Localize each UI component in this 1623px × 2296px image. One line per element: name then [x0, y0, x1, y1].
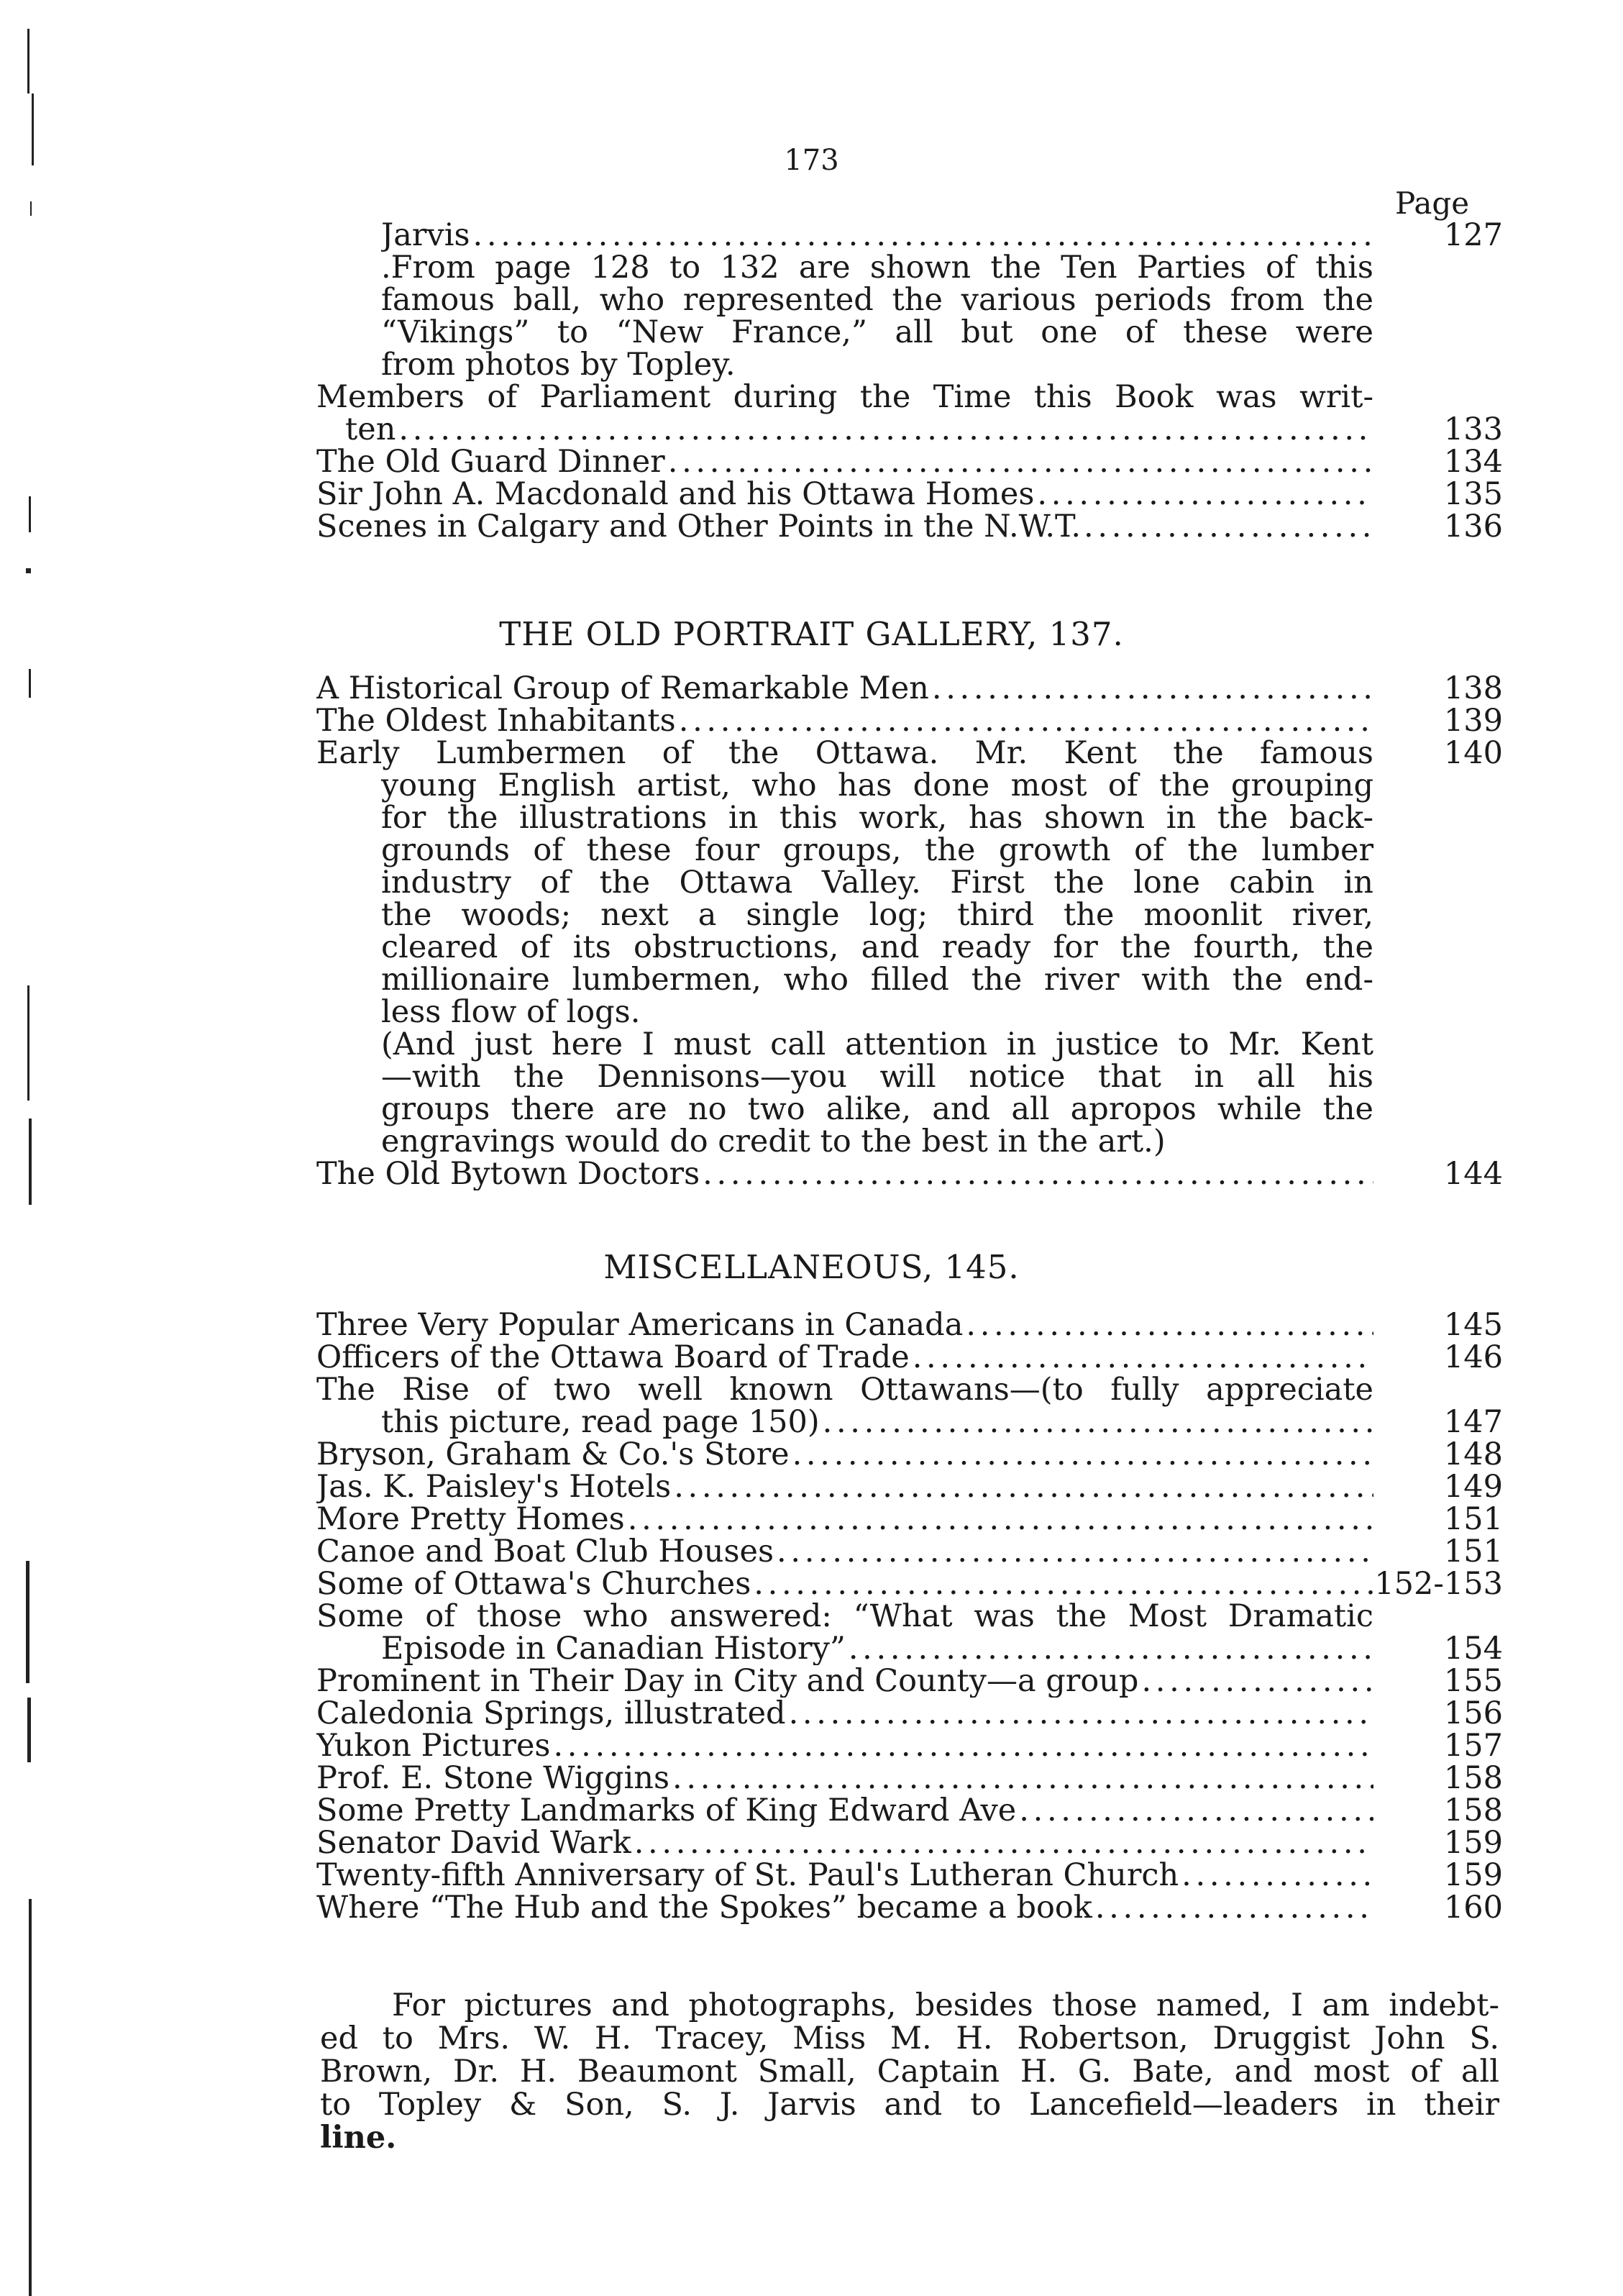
toc-entry [316, 1158, 1503, 1190]
entry-label: —with the Dennisons—you will notice that in all his [381, 1059, 1373, 1095]
toc-entry [316, 1309, 1503, 1341]
note-line: For pictures and photographs, besides those named, I am indebt- [392, 1987, 1499, 2023]
toc-entry [316, 446, 1503, 478]
entry-label: millionaire lumbermen, who filled the river with the end- [381, 962, 1373, 998]
entry-page: 136 [1443, 509, 1503, 545]
toc-entry [316, 1762, 1503, 1795]
entry-label: engravings would do credit to the best in the art.) [381, 1124, 1166, 1160]
entry-page: 151 [1443, 1501, 1503, 1537]
dot-leader [1095, 1892, 1373, 1924]
entry-page: 160 [1443, 1890, 1503, 1926]
toc-entry [316, 1341, 1503, 1374]
dot-leader [1019, 1795, 1373, 1827]
note-line [316, 767, 1503, 803]
dot-leader [628, 1503, 1373, 1536]
dot-leader [913, 1341, 1373, 1374]
entry-page: 135 [1443, 476, 1503, 512]
toc-entry [316, 1792, 1503, 1828]
entry-label: Jarvis [381, 219, 470, 252]
dot-leader [777, 1536, 1373, 1568]
entry-label: young English artist, who has done most of the grouping [381, 767, 1373, 803]
margin-mark [26, 568, 31, 573]
margin-mark [29, 669, 31, 698]
entry-label: Bryson, Graham & Co.'s Store [316, 1439, 790, 1471]
entry-label: Caledonia Springs, illustrated [316, 1698, 786, 1730]
entry-label: famous ball, who represented the various periods from the [381, 282, 1373, 318]
entry-page: 152-153 [1374, 1566, 1503, 1602]
note-line [316, 1026, 1503, 1062]
entry-page: 156 [1443, 1695, 1503, 1731]
dot-leader [1141, 1665, 1373, 1698]
entry-label: Sir John A. Macdonald and his Ottawa Homes [316, 478, 1035, 511]
entry-label: for the illustrations in this work, has shown in the back- [381, 800, 1373, 836]
entry-page: 158 [1443, 1792, 1503, 1828]
entry-label: “Vikings” to “New France,” all but one of these were [381, 314, 1373, 350]
toc-entry [316, 1503, 1503, 1536]
toc-entry [316, 1892, 1503, 1924]
entry-page: 144 [1443, 1156, 1503, 1192]
entry-label: Officers of the Ottawa Board of Trade [316, 1341, 910, 1374]
dot-leader [634, 1827, 1373, 1859]
note-line [316, 931, 1503, 964]
entry-label: Prof. E. Stone Wiggins [316, 1762, 670, 1795]
margin-mark [27, 29, 29, 94]
toc-entry [316, 705, 1503, 737]
entry-page: 154 [1443, 1631, 1503, 1667]
note-line [316, 996, 1503, 1029]
entry-page: 159 [1443, 1825, 1503, 1861]
dot-leader [792, 1439, 1373, 1471]
toc-entry [316, 478, 1503, 511]
note-line: Brown, Dr. H. Beaumont Small, Captain H. G. Bate, and most of all [320, 2054, 1499, 2090]
entry-label: The Rise of two well known Ottawans—(to fully appreciate [316, 1372, 1373, 1408]
entry-label: Canoe and Boat Club Houses [316, 1536, 774, 1568]
toc-entry [316, 1436, 1503, 1472]
entry-page: 149 [1443, 1469, 1503, 1505]
note-line [316, 1061, 1503, 1093]
entry-label: Early Lumbermen of the Ottawa. Mr. Kent the famous [316, 735, 1373, 771]
entry-label: More Pretty Homes [316, 1503, 625, 1536]
dot-leader [473, 219, 1373, 252]
entry-page: 148 [1443, 1436, 1503, 1472]
toc-entry [316, 411, 1503, 447]
dot-leader [966, 1309, 1373, 1341]
entry-page: 140 [1443, 735, 1503, 771]
entry-label: Scenes in Calgary and Other Points in the N.W.T. [316, 511, 1082, 543]
note-line: ed to Mrs. W. H. Tracey, Miss M. H. Robertson, Druggist John S. [320, 2021, 1499, 2056]
dot-leader [1181, 1859, 1373, 1892]
note-line [316, 737, 1503, 770]
entry-label: Jas. K. Paisley's Hotels [316, 1471, 672, 1503]
dot-leader [789, 1698, 1373, 1730]
entry-label: The Old Guard Dinner [316, 446, 665, 478]
entry-label: A Historical Group of Remarkable Men [316, 673, 929, 705]
entry-label: Where “The Hub and the Spokes” became a book [316, 1892, 1092, 1924]
entry-page: 147 [1443, 1404, 1503, 1440]
entry-label: Prominent in Their Day in City and County—a group [316, 1665, 1139, 1698]
entry-label: The Oldest Inhabitants [316, 705, 676, 737]
dot-leader [703, 1158, 1373, 1190]
toc-entry [316, 1568, 1503, 1600]
toc-entry [316, 1695, 1503, 1731]
entry-label: industry of the Ottawa Valley. First the lone cabin in [381, 865, 1373, 901]
entry-label: less flow of logs. [381, 994, 641, 1030]
toc-section-two [316, 670, 1503, 1192]
entry-label: Some Pretty Landmarks of King Edward Ave [316, 1795, 1017, 1827]
margin-mark [27, 985, 29, 1101]
dot-leader [679, 705, 1373, 737]
toc-entry [316, 1827, 1503, 1859]
note-line [316, 867, 1503, 899]
note-line [316, 381, 1503, 414]
note-line: to Topley & Son, S. J. Jarvis and to Lancefield—leaders in their [320, 2087, 1499, 2123]
entry-page: 145 [1443, 1307, 1503, 1343]
entry-page: 134 [1443, 444, 1503, 480]
entry-page: 155 [1443, 1663, 1503, 1699]
toc-entry [316, 670, 1503, 706]
margin-mark [26, 1561, 29, 1683]
note-line [316, 802, 1503, 834]
entry-page: 159 [1443, 1857, 1503, 1893]
margin-mark [29, 1899, 32, 2296]
entry-page: 133 [1443, 411, 1503, 447]
toc-section-three [316, 1309, 1503, 1924]
entry-label: from photos by Topley. [381, 347, 736, 383]
entry-label: Some of Ottawa's Churches [316, 1568, 751, 1600]
note-line [316, 834, 1503, 867]
entry-label: Senator David Wark [316, 1827, 631, 1859]
entry-label: (And just here I must call attention in justice to Mr. Kent [381, 1026, 1373, 1062]
page-column-label: Page [1395, 186, 1470, 221]
entry-page: 138 [1443, 670, 1503, 706]
section-heading-misc: MISCELLANEOUS, 145. [603, 1248, 1020, 1286]
note-line [316, 316, 1503, 349]
toc-entry [316, 1730, 1503, 1762]
toc-entry [316, 1859, 1503, 1892]
entry-page: 146 [1443, 1339, 1503, 1375]
note-line [316, 252, 1503, 284]
entry-label: The Old Bytown Doctors [316, 1158, 700, 1190]
margin-mark [29, 496, 31, 532]
page-number: 173 [784, 144, 839, 177]
entry-page: 139 [1443, 703, 1503, 739]
acknowledgement-note [320, 1989, 1499, 2154]
dot-leader [674, 1471, 1373, 1503]
margin-mark [29, 1119, 32, 1205]
note-line [316, 284, 1503, 316]
note-line [316, 1374, 1503, 1406]
toc-entry [316, 1633, 1503, 1665]
dot-leader [672, 1762, 1373, 1795]
entry-label: this picture, read page 150) [381, 1406, 820, 1439]
section-heading-portrait: THE OLD PORTRAIT GALLERY, 137. [499, 615, 1124, 653]
entry-page: 151 [1443, 1534, 1503, 1570]
dot-leader [932, 673, 1373, 705]
note-line [316, 964, 1503, 996]
dot-leader [754, 1568, 1373, 1600]
toc-entry [316, 1471, 1503, 1503]
note-line [316, 899, 1503, 931]
entry-label: ten [345, 414, 396, 446]
dot-leader [849, 1633, 1373, 1665]
entry-page: 127 [1443, 217, 1503, 253]
dot-leader [1084, 511, 1373, 543]
entry-label: the woods; next a single log; third the moonlit river, [381, 897, 1373, 933]
toc-entry [316, 511, 1503, 543]
toc-entry [316, 219, 1503, 252]
note-line [316, 1126, 1503, 1158]
note-line [316, 1093, 1503, 1126]
entry-page: 157 [1443, 1728, 1503, 1764]
note-line [316, 1600, 1503, 1633]
entry-label: Episode in Canadian History” [381, 1633, 846, 1665]
toc-entry [316, 1665, 1503, 1698]
entry-label: Some of those who answered: “What was the Most Dramatic [316, 1598, 1373, 1634]
entry-label: Twenty-fifth Anniversary of St. Paul's Lutheran Church [316, 1859, 1179, 1892]
note-line [316, 349, 1503, 381]
dot-leader [553, 1730, 1373, 1762]
entry-label: .From page 128 to 132 are shown the Ten Parties of this [381, 250, 1373, 286]
entry-label: cleared of its obstructions, and ready for the fourth, the [381, 929, 1373, 965]
entry-label: groups there are no two alike, and all apropos while the [381, 1091, 1373, 1127]
toc-entry [316, 1406, 1503, 1439]
entry-label: Yukon Pictures [316, 1730, 551, 1762]
entry-label: grounds of these four groups, the growth of the lumber [381, 832, 1373, 868]
margin-mark [30, 201, 32, 216]
dot-leader [398, 414, 1373, 446]
entry-label: Three Very Popular Americans in Canada [316, 1309, 964, 1341]
entry-page: 158 [1443, 1760, 1503, 1796]
entry-label: Members of Parliament during the Time this Book was writ- [316, 379, 1373, 415]
note-line: line. [320, 2120, 397, 2156]
toc-section-one [316, 219, 1503, 543]
dot-leader [823, 1406, 1373, 1439]
dot-leader [1037, 478, 1373, 511]
dot-leader [668, 446, 1373, 478]
toc-entry [316, 1536, 1503, 1568]
margin-mark [27, 1698, 31, 1762]
